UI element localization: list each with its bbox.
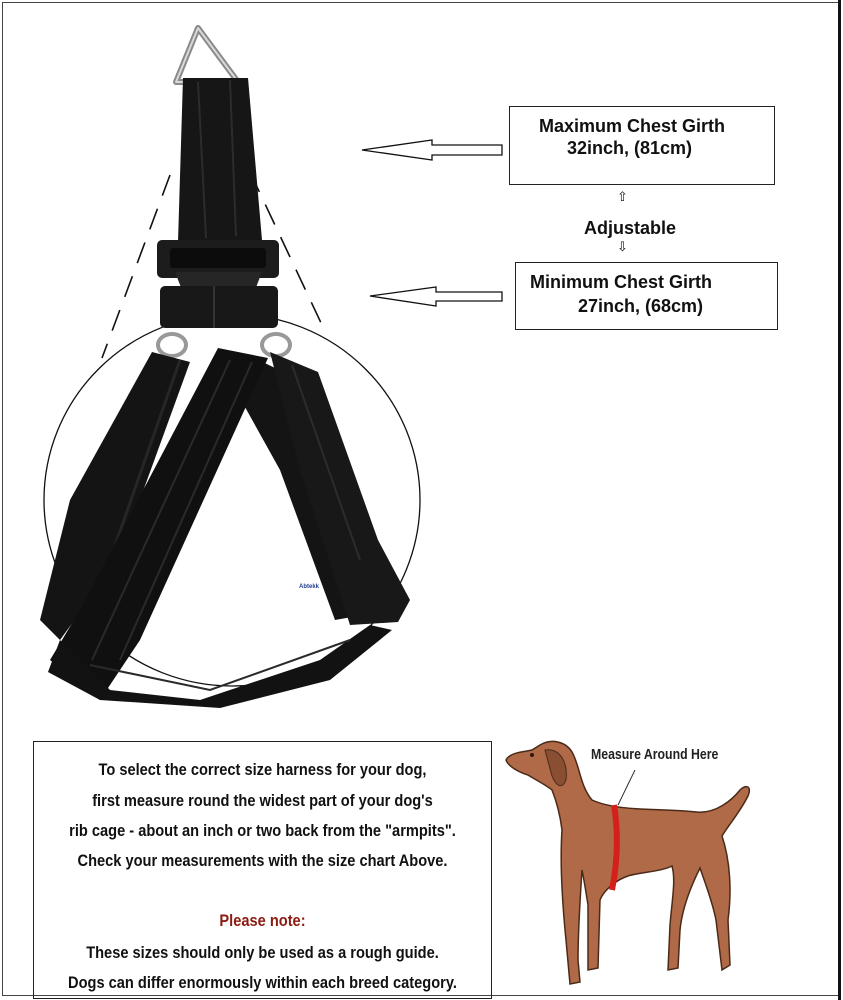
max-girth-title: Maximum Chest Girth <box>539 116 726 136</box>
d-ring-right <box>262 334 290 356</box>
note-line-2: first measure round the widest part of your dog's <box>92 791 433 810</box>
down-arrow-icon: ⇩ <box>617 239 628 254</box>
d-ring-left <box>158 334 186 356</box>
dog-illustration-icon <box>506 741 749 984</box>
note-line-1: To select the correct size harness for your dog, <box>98 760 427 779</box>
dog-body <box>506 741 749 984</box>
max-girth-value: 32inch, (81cm) <box>567 138 693 158</box>
min-girth-title: Minimum Chest Girth <box>530 272 713 292</box>
min-girth-arrow-icon <box>370 287 502 306</box>
note-line-5: These sizes should only be used as a rough guide. <box>86 943 439 962</box>
measure-label: Measure Around Here <box>591 746 719 763</box>
brand-tag: Abtekk <box>299 584 320 590</box>
dog-eye <box>530 753 534 757</box>
neck-strap <box>178 78 262 242</box>
note-heading: Please note: <box>219 911 306 930</box>
note-line-4: Check your measurements with the size chart Above. <box>77 851 448 870</box>
note-line-6: Dogs can differ enormously within each breed category. <box>68 973 457 992</box>
max-girth-arrow-icon <box>362 140 502 160</box>
up-arrow-icon: ⇧ <box>617 189 628 204</box>
min-girth-value: 27inch, (68cm) <box>578 296 704 316</box>
buckle-lower <box>160 286 278 328</box>
note-line-3: rib cage - about an inch or two back from the "armpits". <box>69 821 456 840</box>
metal-ring-icon <box>176 28 238 82</box>
measure-pointer <box>618 770 635 805</box>
adjustable-label: Adjustable <box>584 218 677 238</box>
